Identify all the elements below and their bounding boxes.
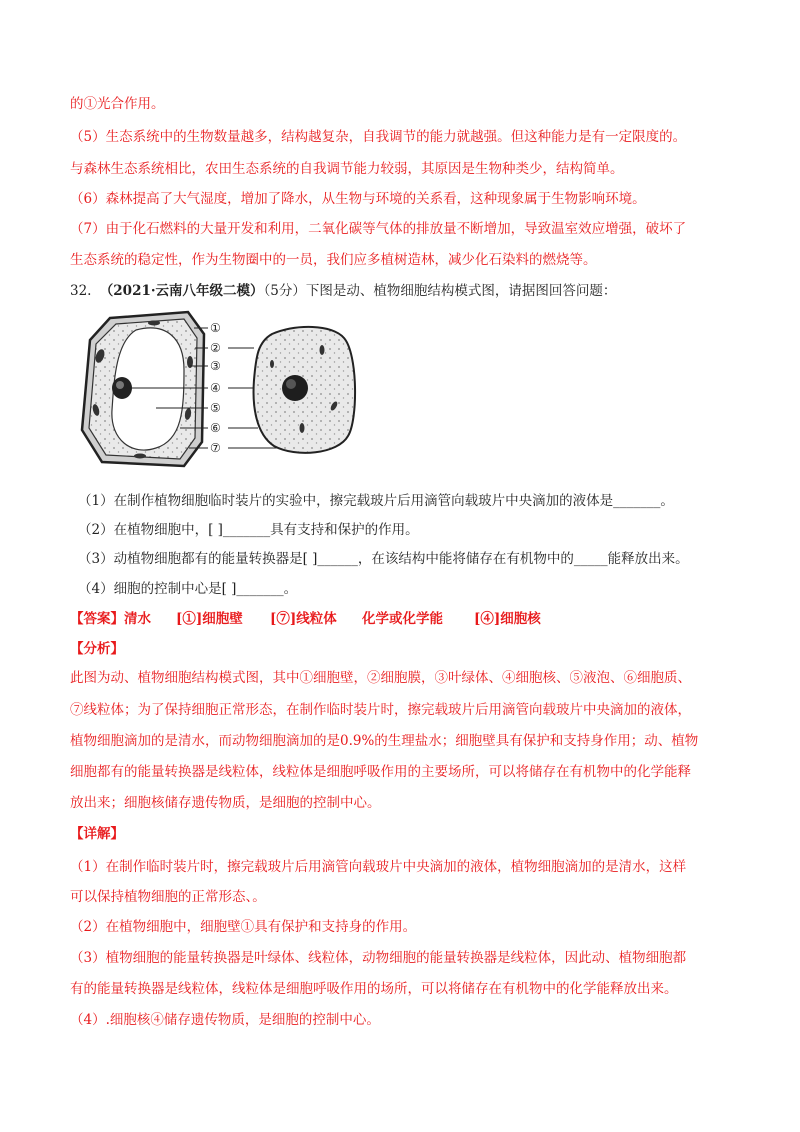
analysis-line: 此图为动、植物细胞结构模式图，其中①细胞壁，②细胞膜，③叶绿体、④细胞核、⑤液泡、⑥细胞质、	[70, 670, 691, 686]
label-1: ①	[210, 321, 221, 335]
question-item: （1）在制作植物细胞临时装片的实验中，擦完载玻片后用滴管向载玻片中央滴加的液体是_______。	[78, 493, 674, 509]
detail-line: （4）.细胞核④储存遗传物质，是细胞的控制中心。	[70, 1012, 380, 1028]
label-5: ⑤	[210, 401, 221, 415]
answer-1: 清水	[124, 611, 151, 627]
detail-tag: 【详解】	[70, 826, 124, 842]
answer-4: 化学或化学能	[362, 611, 443, 627]
detail-line: （2）在植物细胞中，细胞壁①具有保护和支持身的作用。	[70, 919, 417, 935]
detail-line: 可以保持植物细胞的正常形态、。	[70, 889, 266, 905]
question-number: 32.	[70, 283, 92, 299]
detail-line: 有的能量转换器是线粒体，线粒体是细胞呼吸作用的场所，可以将储存在有机物中的化学能释放出来。	[70, 981, 678, 997]
answer-line	[70, 609, 541, 629]
animal-cell	[254, 327, 356, 453]
answer-2: [①]细胞壁	[176, 611, 243, 627]
analysis-line: ⑦线粒体；为了保持细胞正常形态，在制作临时装片时，擦完载玻片后用滴管向载玻片中央滴加的液体，	[70, 702, 691, 718]
label-3: ③	[210, 359, 221, 373]
question-item: （2）在植物细胞中，[ ]_______具有支持和保护的作用。	[78, 522, 419, 538]
analysis-line: 放出来；细胞核储存遗传物质，是细胞的控制中心。	[70, 795, 381, 811]
plant-cell	[82, 312, 204, 466]
detail-line: （3）植物细胞的能量转换器是叶绿体、线粒体，动物细胞的能量转换器是线粒体，因此动、植物细胞都	[70, 950, 687, 966]
analysis-line: 细胞都有的能量转换器是线粒体，线粒体是细胞呼吸作用的主要场所，可以将储存在有机物中的化学能释	[70, 764, 691, 780]
cell-structure-diagram	[76, 310, 366, 470]
text-line: 与森林生态系统相比，农田生态系统的自我调节能力较弱，其原因是生物种类少，结构简单。	[70, 161, 624, 177]
answer-5: [④]细胞核	[474, 611, 541, 627]
answer-3: [⑦]线粒体	[270, 611, 337, 627]
analysis-tag: 【分析】	[70, 641, 124, 657]
text-line: （7）由于化石燃料的大量开发和利用，二氧化碳等气体的排放量不断增加，导致温室效应增强，破坏了	[70, 221, 687, 237]
question-stem: 下图是动、植物细胞结构模式图，请据图回答问题：	[305, 283, 617, 299]
question-score: （5分）	[263, 283, 306, 299]
text-line: 的①光合作用。	[70, 96, 165, 112]
question-item: （3）动植物细胞都有的能量转换器是[ ]______，在该结构中能将储存在有机物中的_____能释放出来。	[78, 551, 689, 567]
label-2: ②	[210, 341, 221, 355]
detail-line: （1）在制作临时装片时，擦完载玻片后用滴管向载玻片中央滴加的液体，植物细胞滴加的是清水，这样	[70, 859, 687, 875]
label-6: ⑥	[210, 421, 221, 435]
question-header	[70, 281, 616, 301]
text-line: 生态系统的稳定性，作为生物圈中的一员，我们应多植树造林，减少化石染料的燃烧等。	[70, 252, 597, 268]
label-4: ④	[210, 381, 221, 395]
text-line: （6）森林提高了大气湿度，增加了降水，从生物与环境的关系看，这种现象属于生物影响环境。	[70, 191, 646, 207]
question-source: （2021·云南八年级二模）	[99, 283, 264, 299]
analysis-line: 植物细胞滴加的是清水，而动物细胞滴加的是0.9%的生理盐水；细胞壁具有保护和支持身作用；动、植物	[70, 733, 699, 749]
label-7: ⑦	[210, 441, 221, 455]
answer-tag: 【答案】	[70, 611, 124, 627]
text-line: （5）生态系统中的生物数量越多，结构越复杂，自我调节的能力就越强。但这种能力是有一定限度的。	[70, 129, 687, 145]
question-item: （4）细胞的控制中心是[ ]_______。	[78, 581, 298, 597]
